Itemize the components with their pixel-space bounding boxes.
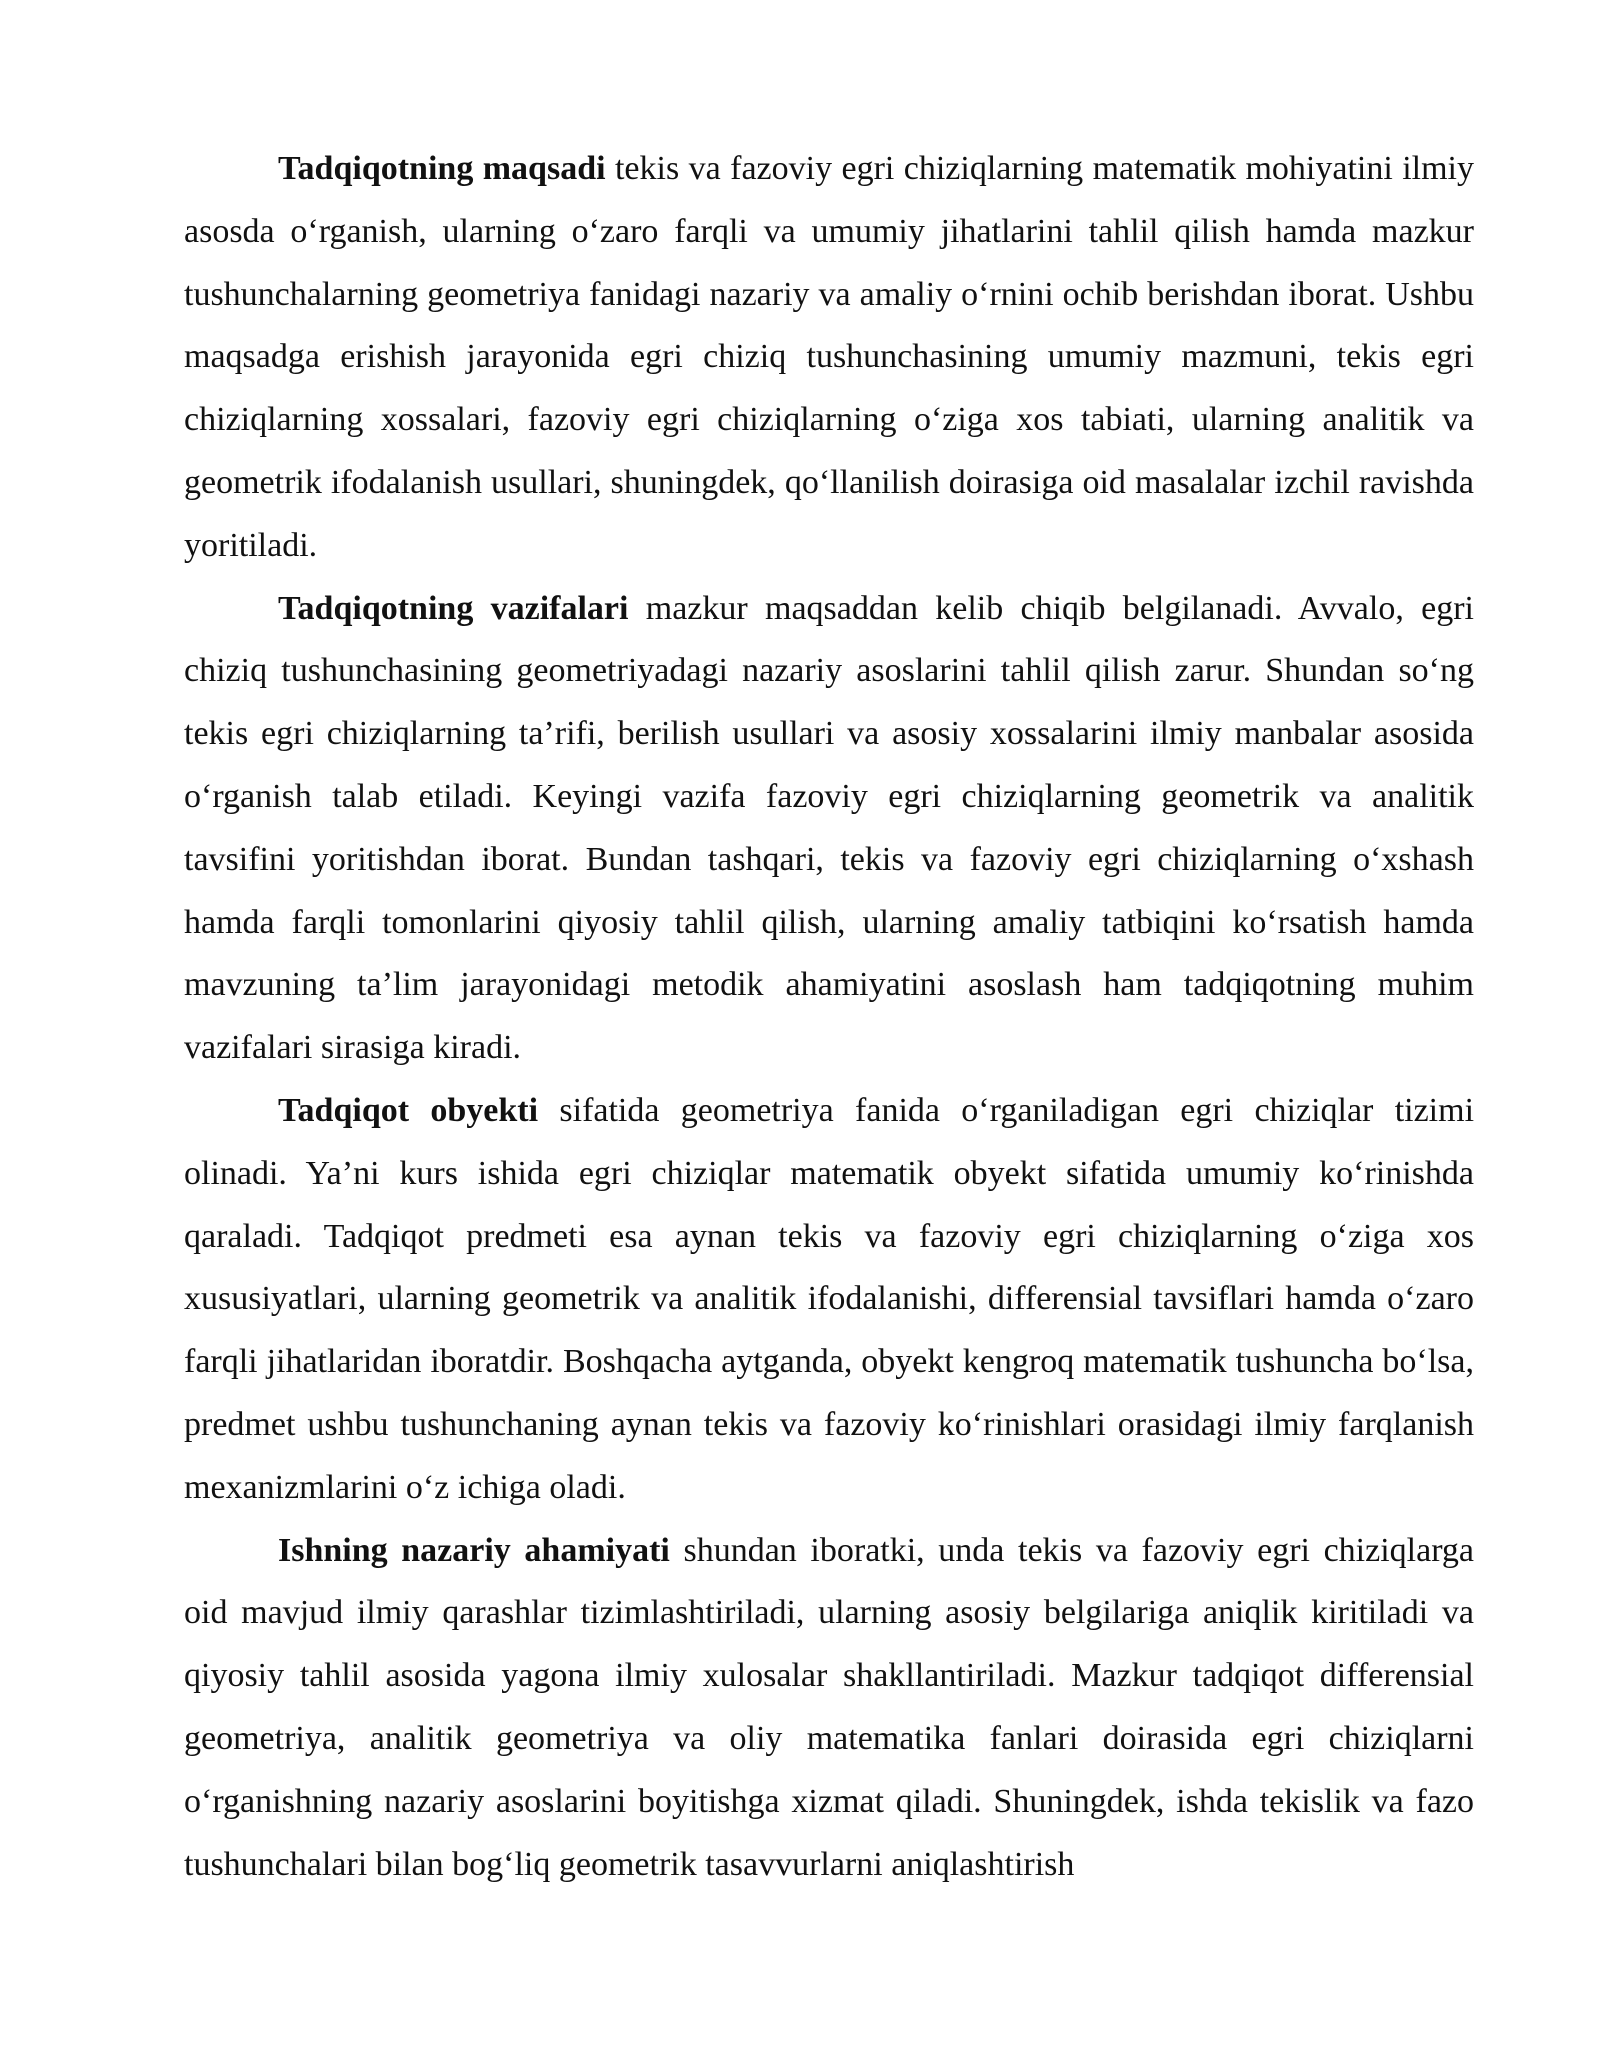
paragraph-lead: Tadqiqotning vazifalari xyxy=(278,589,629,627)
paragraph-text: tekis va fazoviy egri chiziqlarning matematik mohiyatini ilmiy asosda o‘rganish, ularning o‘zaro farqli va umumiy jihatlarini tahlil qilish hamda mazkur tushunchalarning geometriya fanidagi nazariy va amaliy o‘rnini ochib berishdan iborat. Ushbu maqsadga erishish jarayonida egri chiziq tushunchasining umumiy mazmuni, tekis egri chiziqlarning xossalari, fazoviy egri chiziqlarning o‘ziga xos tabiati, ularning analitik va geometrik ifodalanish usullari, shuningdek, qo‘llanilish doirasiga oid masalalar izchil ravishda yoritiladi. xyxy=(184,150,1475,564)
paragraph-lead: Tadqiqotning maqsadi xyxy=(278,150,606,187)
document-body xyxy=(184,138,1474,1896)
paragraph-text: mazkur maqsaddan kelib chiqib belgilanadi. Avvalo, egri chiziq tushunchasining geometriyadagi nazariy asoslarini tahlil qilish zarur. Shundan so‘ng tekis egri chiziqlarning ta’rifi, berilish usullari va asosiy xossalarini ilmiy manbalar asosida o‘rganish talab etiladi. Keyingi vazifa fazoviy egri chiziqlarning geometrik va analitik tavsifini yoritishdan iborat. Bundan tashqari, tekis va fazoviy egri chiziqlarning o‘xshash hamda farqli tomonlarini qiyosiy tahlil qilish, ularning amaliy tatbiqini ko‘rsatish hamda mavzuning ta’lim jarayonidagi metodik ahamiyatini asoslash ham tadqiqotning muhim vazifalari sirasiga kiradi. xyxy=(184,589,1474,1067)
paragraph-research-goal xyxy=(184,138,1474,578)
paragraph-lead: Ishning nazariy ahamiyati xyxy=(278,1531,670,1569)
paragraph-lead: Tadqiqot obyekti xyxy=(278,1091,539,1129)
paragraph-text: shundan iboratki, unda tekis va fazoviy egri chiziqlarga oid mavjud ilmiy qarashlar tizimlashtiriladi, ularning asosiy belgilariga aniqlik kiritiladi va qiyosiy tahlil asosida yagona ilmiy xulosalar shakllantiriladi. Mazkur tadqiqot differensial geometriya, analitik geometriya va oliy matematika fanlari doirasida egri chiziqlarni o‘rganishning nazariy asoslarini boyitishga xizmat qiladi. Shuningdek, ishda tekislik va fazo tushunchalari bilan bog‘liq geometrik tasavvurlarni aniqlashtirish xyxy=(184,1531,1474,1883)
paragraph-research-object xyxy=(184,1080,1474,1520)
paragraph-theoretical-significance xyxy=(184,1520,1474,1897)
paragraph-text: sifatida geometriya fanida o‘rganiladigan egri chiziqlar tizimi olinadi. Ya’ni kurs ishida egri chiziqlar matematik obyekt sifatida umumiy ko‘rinishda qaraladi. Tadqiqot predmeti esa aynan tekis va fazoviy egri chiziqlarning o‘ziga xos xususiyatlari, ularning geometrik va analitik ifodalanishi, differensial tavsiflari hamda o‘zaro farqli jihatlaridan iboratdir. Boshqacha aytganda, obyekt kengroq matematik tushuncha bo‘lsa, predmet ushbu tushunchaning aynan tekis va fazoviy ko‘rinishlari orasidagi ilmiy farqlanish mexanizmlarini o‘z ichiga oladi. xyxy=(184,1091,1475,1506)
paragraph-research-tasks xyxy=(184,578,1474,1080)
